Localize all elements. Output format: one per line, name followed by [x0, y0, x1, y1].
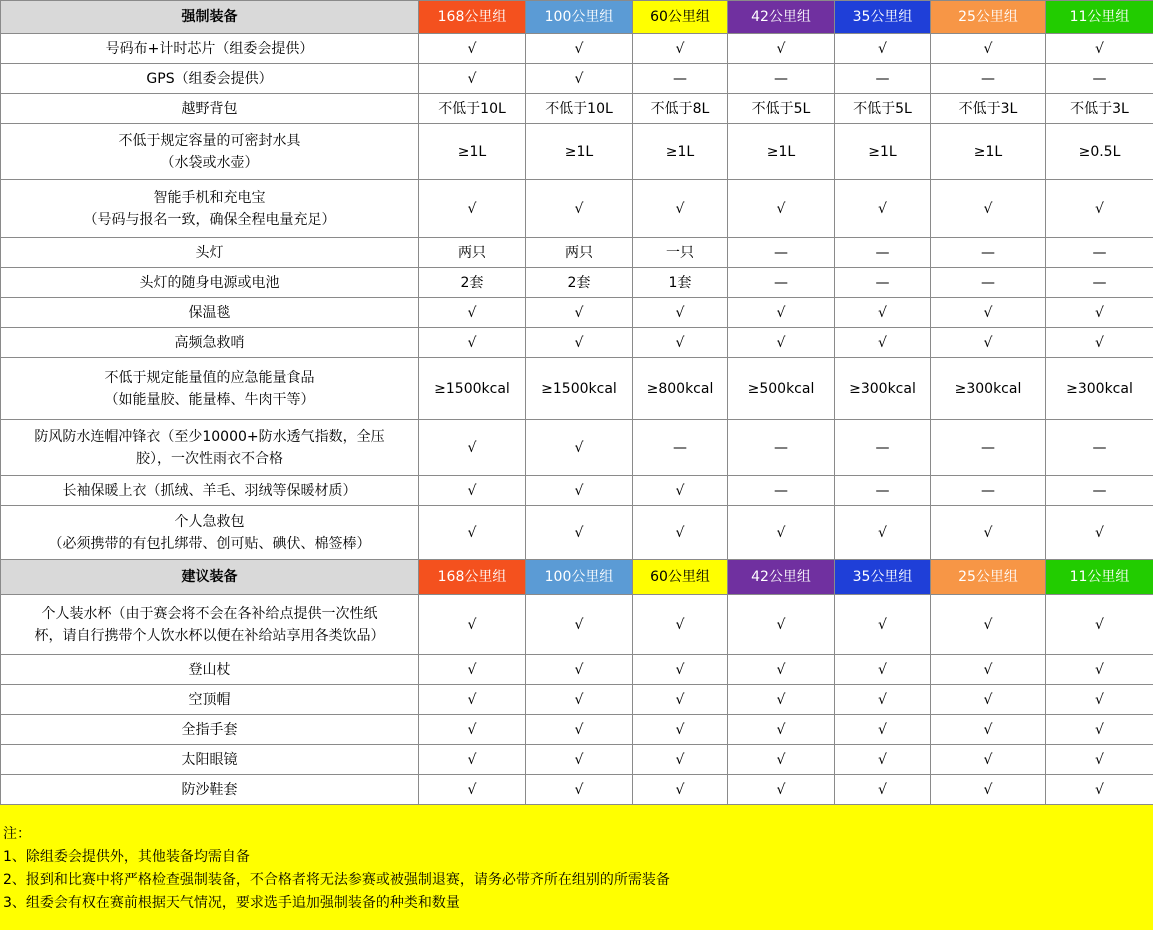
- value-cell: √: [728, 685, 835, 715]
- table-row: [1, 180, 1153, 238]
- item-name-cell: 不低于规定容量的可密封水具 （水袋或水壶）: [1, 124, 419, 180]
- suggested-section-title: 建议装备: [1, 560, 419, 595]
- value-cell: √: [835, 595, 931, 655]
- group-header-2: 100公里组: [526, 560, 633, 595]
- value-cell: —: [633, 420, 728, 476]
- value-cell: √: [835, 34, 931, 64]
- value-cell: —: [728, 238, 835, 268]
- value-cell: √: [728, 595, 835, 655]
- item-name-cell: 智能手机和充电宝 （号码与报名一致，确保全程电量充足）: [1, 180, 419, 238]
- table-row: [1, 298, 1153, 328]
- item-name-cell: 头灯的随身电源或电池: [1, 268, 419, 298]
- item-name-cell: 头灯: [1, 238, 419, 268]
- group-header-6: 25公里组: [931, 560, 1046, 595]
- value-cell: √: [419, 506, 526, 560]
- value-cell: √: [835, 685, 931, 715]
- value-cell: √: [931, 595, 1046, 655]
- value-cell: √: [835, 655, 931, 685]
- value-cell: √: [835, 298, 931, 328]
- item-name-cell: 空顶帽: [1, 685, 419, 715]
- value-cell: 2套: [419, 268, 526, 298]
- item-name-cell: 防风防水连帽冲锋衣（至少10000+防水透气指数，全压 胶），一次性雨衣不合格: [1, 420, 419, 476]
- group-header-4: 42公里组: [728, 1, 835, 34]
- table-row: [1, 420, 1153, 476]
- group-header-1: 168公里组: [419, 560, 526, 595]
- group-header-4: 42公里组: [728, 560, 835, 595]
- value-cell: √: [633, 506, 728, 560]
- value-cell: —: [835, 476, 931, 506]
- value-cell: —: [835, 238, 931, 268]
- value-cell: √: [1046, 298, 1153, 328]
- value-cell: √: [526, 685, 633, 715]
- item-name-cell: 越野背包: [1, 94, 419, 124]
- value-cell: √: [1046, 180, 1153, 238]
- group-header-7: 11公里组: [1046, 1, 1153, 34]
- value-cell: ≥1L: [835, 124, 931, 180]
- table-row: [1, 238, 1153, 268]
- value-cell: —: [931, 238, 1046, 268]
- value-cell: √: [526, 655, 633, 685]
- value-cell: √: [633, 34, 728, 64]
- value-cell: √: [526, 328, 633, 358]
- value-cell: —: [835, 64, 931, 94]
- value-cell: √: [526, 745, 633, 775]
- value-cell: √: [419, 476, 526, 506]
- value-cell: √: [419, 34, 526, 64]
- group-header-3: 60公里组: [633, 1, 728, 34]
- group-header-3: 60公里组: [633, 560, 728, 595]
- value-cell: √: [633, 328, 728, 358]
- value-cell: √: [1046, 685, 1153, 715]
- value-cell: √: [526, 775, 633, 805]
- value-cell: ≥300kcal: [931, 358, 1046, 420]
- value-cell: —: [1046, 420, 1153, 476]
- value-cell: √: [931, 328, 1046, 358]
- value-cell: √: [419, 655, 526, 685]
- value-cell: √: [633, 715, 728, 745]
- value-cell: ≥1500kcal: [419, 358, 526, 420]
- value-cell: √: [633, 655, 728, 685]
- value-cell: √: [633, 476, 728, 506]
- value-cell: ≥800kcal: [633, 358, 728, 420]
- value-cell: √: [419, 328, 526, 358]
- value-cell: √: [1046, 745, 1153, 775]
- value-cell: √: [633, 180, 728, 238]
- value-cell: √: [931, 745, 1046, 775]
- item-name-cell: 登山杖: [1, 655, 419, 685]
- group-header-5: 35公里组: [835, 560, 931, 595]
- value-cell: —: [931, 476, 1046, 506]
- value-cell: √: [419, 715, 526, 745]
- value-cell: √: [419, 64, 526, 94]
- value-cell: √: [419, 775, 526, 805]
- table-row: [1, 64, 1153, 94]
- value-cell: √: [1046, 775, 1153, 805]
- value-cell: √: [526, 715, 633, 745]
- value-cell: √: [931, 298, 1046, 328]
- mandatory-section-title: 强制装备: [1, 1, 419, 34]
- value-cell: —: [728, 476, 835, 506]
- table-row: [1, 506, 1153, 560]
- value-cell: —: [1046, 238, 1153, 268]
- value-cell: √: [633, 685, 728, 715]
- notes-line-1: 1、除组委会提供外，其他装备均需自备: [3, 849, 250, 865]
- value-cell: √: [1046, 655, 1153, 685]
- value-cell: √: [728, 715, 835, 745]
- value-cell: √: [419, 595, 526, 655]
- value-cell: √: [728, 655, 835, 685]
- value-cell: —: [931, 420, 1046, 476]
- value-cell: √: [728, 775, 835, 805]
- table-row: [1, 655, 1153, 685]
- value-cell: 不低于3L: [931, 94, 1046, 124]
- group-header-7: 11公里组: [1046, 560, 1153, 595]
- value-cell: √: [419, 298, 526, 328]
- value-cell: —: [633, 64, 728, 94]
- value-cell: 两只: [526, 238, 633, 268]
- group-header-2: 100公里组: [526, 1, 633, 34]
- value-cell: √: [419, 180, 526, 238]
- value-cell: √: [1046, 595, 1153, 655]
- value-cell: —: [835, 420, 931, 476]
- item-name-cell: 高频急救哨: [1, 328, 419, 358]
- table-row: [1, 328, 1153, 358]
- table-row: [1, 775, 1153, 805]
- table-row: [1, 476, 1153, 506]
- table-row: [1, 124, 1153, 180]
- value-cell: 两只: [419, 238, 526, 268]
- item-name-cell: 太阳眼镜: [1, 745, 419, 775]
- value-cell: ≥1L: [728, 124, 835, 180]
- value-cell: ≥300kcal: [835, 358, 931, 420]
- value-cell: —: [931, 64, 1046, 94]
- value-cell: —: [1046, 476, 1153, 506]
- value-cell: √: [1046, 328, 1153, 358]
- item-name-cell: 号码布+计时芯片（组委会提供）: [1, 34, 419, 64]
- value-cell: —: [1046, 268, 1153, 298]
- value-cell: —: [931, 268, 1046, 298]
- value-cell: 一只: [633, 238, 728, 268]
- value-cell: √: [931, 180, 1046, 238]
- value-cell: ≥0.5L: [1046, 124, 1153, 180]
- value-cell: —: [728, 268, 835, 298]
- value-cell: √: [728, 180, 835, 238]
- notes-line-2: 2、报到和比赛中将严格检查强制装备，不合格者将无法参赛或被强制退赛，请务必带齐所在组别的所需装备: [3, 872, 670, 888]
- value-cell: 2套: [526, 268, 633, 298]
- value-cell: √: [835, 715, 931, 745]
- table-row: [1, 715, 1153, 745]
- value-cell: √: [728, 506, 835, 560]
- value-cell: √: [835, 506, 931, 560]
- item-name-cell: 全指手套: [1, 715, 419, 745]
- table-row: [1, 358, 1153, 420]
- value-cell: √: [728, 298, 835, 328]
- value-cell: ≥1L: [931, 124, 1046, 180]
- value-cell: 不低于3L: [1046, 94, 1153, 124]
- value-cell: √: [931, 655, 1046, 685]
- group-header-5: 35公里组: [835, 1, 931, 34]
- table-row: [1, 685, 1153, 715]
- value-cell: √: [633, 775, 728, 805]
- value-cell: √: [1046, 34, 1153, 64]
- notes-line-3: 3、组委会有权在赛前根据天气情况，要求选手追加强制装备的种类和数量: [3, 895, 460, 911]
- value-cell: —: [1046, 64, 1153, 94]
- item-name-cell: 防沙鞋套: [1, 775, 419, 805]
- notes-panel: [0, 805, 1153, 930]
- value-cell: —: [728, 420, 835, 476]
- value-cell: √: [633, 745, 728, 775]
- value-cell: √: [728, 328, 835, 358]
- table-row: [1, 595, 1153, 655]
- table-row: [1, 34, 1153, 64]
- table-row: [1, 745, 1153, 775]
- value-cell: ≥300kcal: [1046, 358, 1153, 420]
- item-name-cell: 不低于规定能量值的应急能量食品 （如能量胶、能量棒、牛肉干等）: [1, 358, 419, 420]
- suggested-header-row: [1, 560, 1153, 595]
- value-cell: √: [526, 420, 633, 476]
- value-cell: √: [931, 506, 1046, 560]
- item-name-cell: 个人装水杯（由于赛会将不会在各补给点提供一次性纸 杯，请自行携带个人饮水杯以便在补给站享用各类饮品）: [1, 595, 419, 655]
- value-cell: √: [526, 476, 633, 506]
- mandatory-header-row: [1, 1, 1153, 34]
- value-cell: √: [931, 775, 1046, 805]
- value-cell: √: [526, 180, 633, 238]
- notes-heading: 注：: [3, 826, 31, 842]
- value-cell: √: [419, 685, 526, 715]
- value-cell: √: [526, 506, 633, 560]
- value-cell: 不低于5L: [728, 94, 835, 124]
- value-cell: —: [728, 64, 835, 94]
- value-cell: √: [1046, 506, 1153, 560]
- value-cell: √: [931, 685, 1046, 715]
- value-cell: √: [931, 34, 1046, 64]
- item-name-cell: 保温毯: [1, 298, 419, 328]
- value-cell: √: [1046, 715, 1153, 745]
- value-cell: √: [633, 298, 728, 328]
- value-cell: √: [526, 595, 633, 655]
- table-row: [1, 268, 1153, 298]
- value-cell: ≥1500kcal: [526, 358, 633, 420]
- value-cell: √: [835, 180, 931, 238]
- value-cell: √: [835, 745, 931, 775]
- value-cell: ≥500kcal: [728, 358, 835, 420]
- value-cell: √: [931, 715, 1046, 745]
- value-cell: √: [728, 745, 835, 775]
- value-cell: 不低于10L: [526, 94, 633, 124]
- value-cell: √: [526, 298, 633, 328]
- value-cell: √: [419, 420, 526, 476]
- value-cell: 不低于5L: [835, 94, 931, 124]
- group-header-1: 168公里组: [419, 1, 526, 34]
- group-header-6: 25公里组: [931, 1, 1046, 34]
- item-name-cell: GPS（组委会提供）: [1, 64, 419, 94]
- table-row: [1, 94, 1153, 124]
- value-cell: √: [419, 745, 526, 775]
- value-cell: ≥1L: [419, 124, 526, 180]
- value-cell: 不低于10L: [419, 94, 526, 124]
- value-cell: √: [728, 34, 835, 64]
- item-name-cell: 个人急救包 （必须携带的有包扎绑带、创可贴、碘伏、棉签棒）: [1, 506, 419, 560]
- value-cell: —: [835, 268, 931, 298]
- value-cell: ≥1L: [526, 124, 633, 180]
- value-cell: 不低于8L: [633, 94, 728, 124]
- value-cell: √: [526, 34, 633, 64]
- value-cell: √: [526, 64, 633, 94]
- value-cell: √: [633, 595, 728, 655]
- item-name-cell: 长袖保暖上衣（抓绒、羊毛、羽绒等保暖材质）: [1, 476, 419, 506]
- value-cell: ≥1L: [633, 124, 728, 180]
- value-cell: 1套: [633, 268, 728, 298]
- value-cell: √: [835, 328, 931, 358]
- value-cell: √: [835, 775, 931, 805]
